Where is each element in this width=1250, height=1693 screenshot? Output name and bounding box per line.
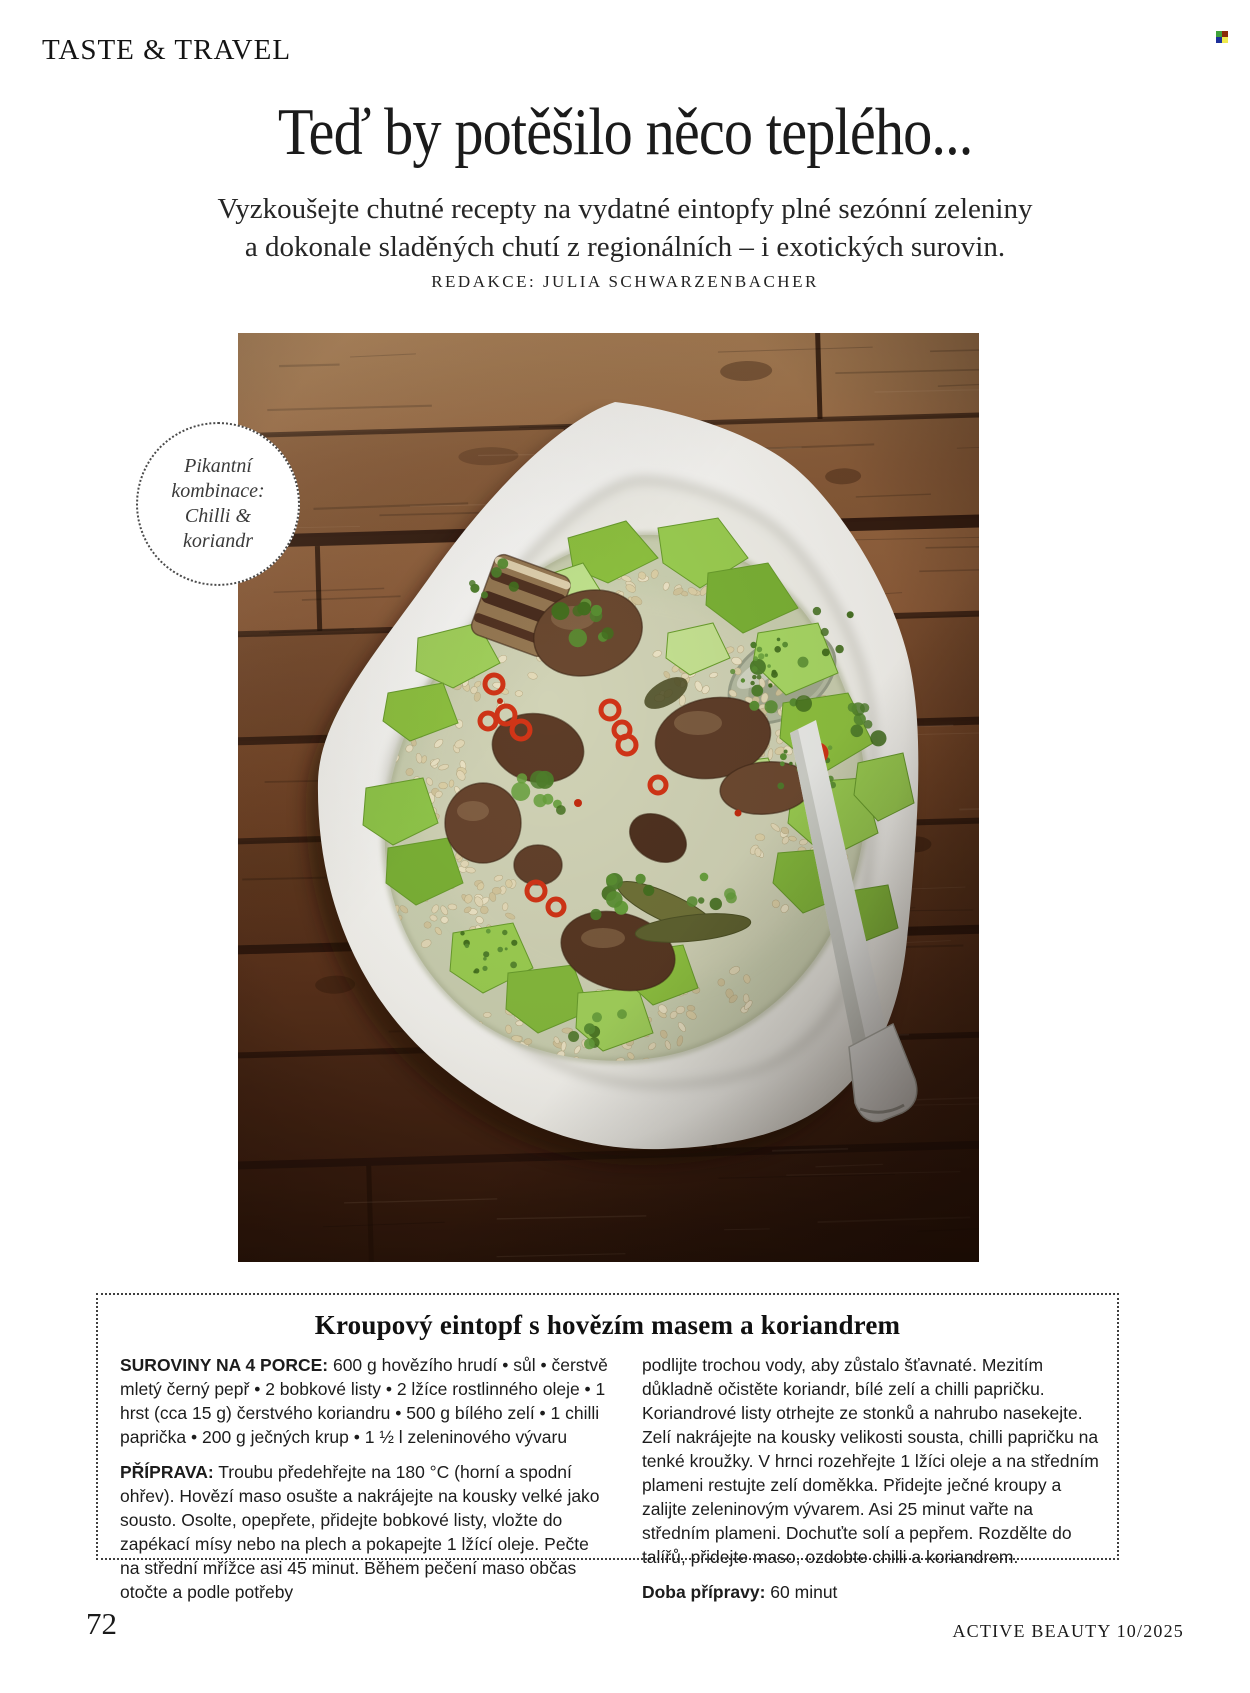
prep-time-label: Doba přípravy:: [641, 1582, 766, 1602]
byline: REDAKCE: JULIA SCHWARZENBACHER: [431, 272, 819, 291]
badge-text: Pikantní kombinace: Chilli & koriandr: [171, 455, 265, 552]
subtitle-line-1: Vyzkoušejte chutné recepty na vydatné eintopfy plné sezónní zeleniny: [217, 193, 1033, 225]
recipe-box: [96, 1293, 1119, 1602]
page-title: Teď by potěšilo něco teplého...: [277, 95, 973, 169]
prep-time-paragraph: Doba přípravy: 60 minut: [641, 1582, 838, 1602]
page-number: 72: [86, 1606, 117, 1641]
recipe-title: Kroupový eintopf s hovězím masem a koriandrem: [314, 1310, 901, 1340]
photo-vignette: [238, 333, 979, 1262]
ingredients-label: SUROVINY NA 4 PORCE:: [120, 1355, 329, 1375]
spicy-combo-badge: [136, 422, 300, 586]
preparation-continuation: podlijte trochou vody, aby zůstalo šťavnaté. Mezitím důkladně očistěte koriandr, bílé zelí a chilli papričku. Koriandrové listy otrhejte ze stonků a nahrubo nasekejte. Zelí nakrájejte na kousky velikosti sousta, chilli papričku na tenké kroužky. V hrnci rozehřejte 1 lžíci oleje a na středním plameni restujte zelí doměkka. Přidejte ječné kroupy a zalijte zeleninovým vývarem. Asi 25 minut vařte na středním plameni. Dochuťte solí a pepřem. Rozdělte do talířů, přidejte maso, ozdobte chilli a koriandrem.: [641, 1355, 1099, 1567]
preparation-label: PŘÍPRAVA:: [120, 1462, 214, 1482]
ingredients-paragraph: SUROVINY NA 4 PORCE: 600 g hovězího hrudí • sůl • čerstvě mletý černý pepř • 2 bobkové listy • 2 lžíce rostlinného oleje • 1 hrst (cca 15 g) čerstvého koriandru • 500 g bílého zelí • 1 chilli paprička • 200 g ječných krup • 1 ½ l zeleninového vývaru: [120, 1355, 608, 1447]
preparation-paragraph: PŘÍPRAVA: Troubu předehřejte na 180 °C (horní a spodní ohřev). Hovězí maso osušte a nakrájejte na kousky velké jako sousto. Osolte, opepřete, přidejte bobkové listy, vložte do zapékací mísy nebo na plech a pokapejte 1 lžící oleje. Pečte na střední mřížce asi 45 minut. Během pečení maso občas otočte a podle potřeby: [120, 1462, 600, 1602]
recipe-column-left: [120, 1353, 608, 1604]
recipe-column-right: [642, 1353, 1101, 1604]
magazine-issue: ACTIVE BEAUTY 10/2025: [952, 1621, 1184, 1641]
dish-photo: [238, 333, 979, 1262]
page-subtitle: [0, 190, 1250, 266]
section-label: TASTE & TRAVEL: [42, 34, 292, 66]
logo-quadrant-yellow: [1222, 37, 1228, 43]
four-color-square-logo-icon: [1216, 31, 1228, 43]
subtitle-line-2: a dokonale sladěných chutí z regionálních – i exotických surovin.: [244, 231, 1006, 263]
